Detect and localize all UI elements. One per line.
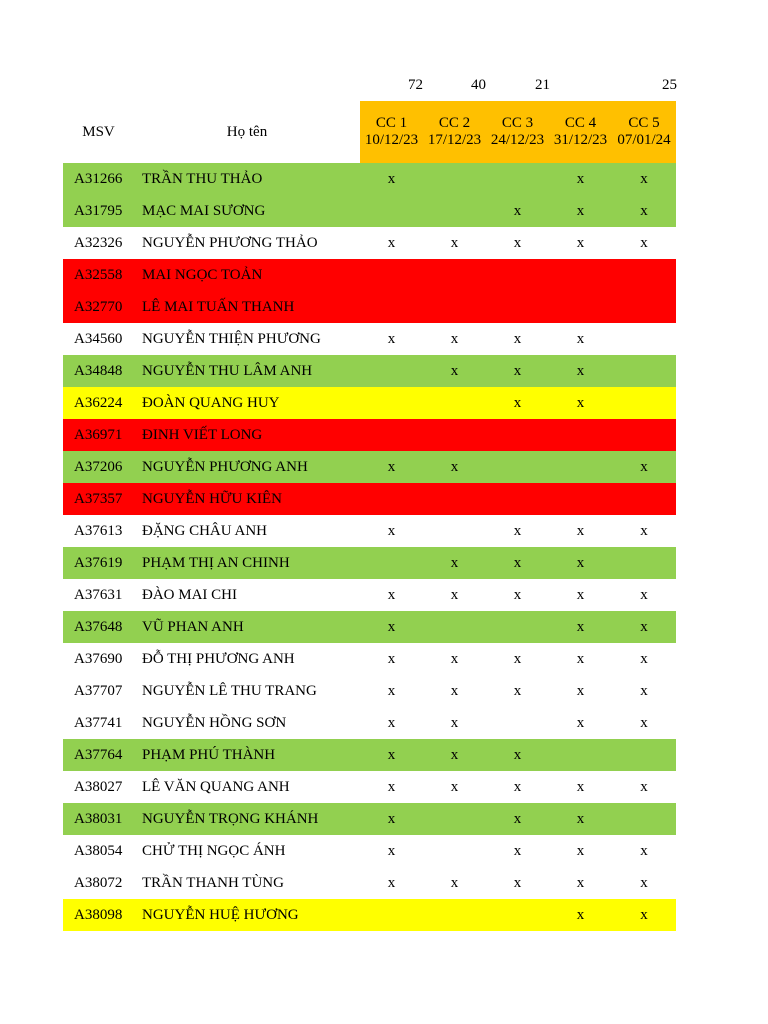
cell-attendance-cc5[interactable]: x [612,451,676,483]
cell-attendance-cc5[interactable]: x [612,611,676,643]
table-row [63,739,676,771]
cell-name[interactable]: ĐOÀN QUANG HUY [134,387,360,419]
cell-attendance-cc2[interactable]: x [423,451,486,483]
cell-name[interactable]: MAI NGỌC TOẢN [134,259,360,291]
cell-attendance-cc2[interactable] [423,291,486,323]
cell-msv[interactable]: A37357 [63,483,134,515]
cell-attendance-cc2[interactable] [423,803,486,835]
header-session-1 [360,101,423,163]
session-label: CC 2 [438,115,471,131]
cell-msv[interactable]: A37707 [63,675,134,707]
table-row [63,547,676,579]
cell-attendance-cc1[interactable] [360,387,423,419]
cell-msv[interactable]: A32558 [63,259,134,291]
cell-msv[interactable]: A36224 [63,387,134,419]
cell-attendance-cc4[interactable]: x [549,867,612,899]
cell-msv[interactable]: A37619 [63,547,134,579]
cell-attendance-cc2[interactable]: x [423,739,486,771]
cell-attendance-cc3[interactable]: x [486,547,549,579]
cell-attendance-cc3[interactable]: x [486,515,549,547]
cell-name[interactable]: NGUYỄN THIỆN PHƯƠNG [134,323,360,355]
cell-attendance-cc1[interactable]: x [360,579,423,611]
cell-attendance-cc3[interactable]: x [486,835,549,867]
cell-attendance-cc5[interactable] [612,355,676,387]
cell-attendance-cc2[interactable] [423,259,486,291]
header-session-5 [612,101,676,163]
table-row [63,291,676,323]
cell-msv[interactable]: A34560 [63,323,134,355]
cell-attendance-cc4[interactable] [549,419,612,451]
cell-attendance-cc3[interactable]: x [486,771,549,803]
table-row [63,899,676,931]
header-session-4 [549,101,612,163]
cell-attendance-cc4[interactable]: x [549,323,612,355]
table-row [63,163,676,195]
cell-attendance-cc1[interactable]: x [360,227,423,259]
cell-msv[interactable]: A38027 [63,771,134,803]
cell-attendance-cc3[interactable]: x [486,227,549,259]
cell-attendance-cc3[interactable]: x [486,643,549,675]
cell-attendance-cc5[interactable]: x [612,707,676,739]
cell-name[interactable]: LÊ VĂN QUANG ANH [134,771,360,803]
cell-attendance-cc2[interactable] [423,483,486,515]
count-cc5: 25 [662,77,677,93]
session-date: 24/12/23 [490,132,545,148]
cell-name[interactable]: ĐINH VIẾT LONG [134,419,360,451]
table-row [63,515,676,547]
table-row [63,579,676,611]
cell-attendance-cc3[interactable]: x [486,803,549,835]
cell-attendance-cc4[interactable] [549,291,612,323]
cell-attendance-cc1[interactable]: x [360,867,423,899]
cell-name[interactable]: NGUYỄN HỮU KIÊN [134,483,360,515]
cell-attendance-cc5[interactable]: x [612,867,676,899]
cell-attendance-cc4[interactable]: x [549,227,612,259]
cell-attendance-cc2[interactable]: x [423,867,486,899]
cell-attendance-cc5[interactable]: x [612,195,676,227]
table-row [63,323,676,355]
cell-attendance-cc2[interactable] [423,195,486,227]
cell-attendance-cc3[interactable]: x [486,675,549,707]
header-row [63,101,676,163]
table-row [63,803,676,835]
cell-attendance-cc3[interactable] [486,451,549,483]
cell-attendance-cc1[interactable] [360,899,423,931]
cell-name[interactable]: NGUYỄN HUỆ HƯƠNG [134,899,360,931]
cell-attendance-cc4[interactable]: x [549,643,612,675]
table-row [63,259,676,291]
cell-attendance-cc2[interactable]: x [423,707,486,739]
cell-attendance-cc4[interactable]: x [549,771,612,803]
cell-attendance-cc1[interactable]: x [360,643,423,675]
cell-name[interactable]: NGUYỄN THU LÂM ANH [134,355,360,387]
cell-attendance-cc1[interactable]: x [360,771,423,803]
cell-name[interactable]: NGUYỄN TRỌNG KHÁNH [134,803,360,835]
cell-attendance-cc5[interactable]: x [612,835,676,867]
cell-attendance-cc4[interactable] [549,259,612,291]
cell-attendance-cc1[interactable]: x [360,515,423,547]
cell-name[interactable]: ĐỖ THỊ PHƯƠNG ANH [134,643,360,675]
cell-attendance-cc4[interactable]: x [549,547,612,579]
cell-attendance-cc4[interactable]: x [549,675,612,707]
cell-attendance-cc3[interactable]: x [486,323,549,355]
session-label: CC 5 [628,115,660,131]
cell-msv[interactable]: A37690 [63,643,134,675]
cell-attendance-cc3[interactable]: x [486,387,549,419]
header-session-3 [486,101,549,163]
cell-attendance-cc1[interactable] [360,259,423,291]
cell-name[interactable]: TRẦN THU THẢO [134,163,360,195]
cell-msv[interactable]: A32770 [63,291,134,323]
session-date: 07/01/24 [617,132,671,148]
cell-name[interactable]: NGUYỄN LÊ THU TRANG [134,675,360,707]
header-name: Họ tên [226,123,268,140]
cell-attendance-cc5[interactable] [612,323,676,355]
table-row [63,771,676,803]
table-row [63,227,676,259]
cell-attendance-cc1[interactable] [360,547,423,579]
cell-attendance-cc5[interactable]: x [612,899,676,931]
cell-msv[interactable]: A37613 [63,515,134,547]
cell-attendance-cc1[interactable] [360,195,423,227]
cell-msv[interactable]: A37648 [63,611,134,643]
cell-attendance-cc3[interactable]: x [486,867,549,899]
cell-attendance-cc1[interactable]: x [360,163,423,195]
cell-attendance-cc2[interactable]: x [423,355,486,387]
cell-attendance-cc4[interactable]: x [549,707,612,739]
cell-attendance-cc4[interactable]: x [549,803,612,835]
cell-attendance-cc5[interactable]: x [612,643,676,675]
cell-attendance-cc2[interactable] [423,835,486,867]
cell-attendance-cc5[interactable] [612,803,676,835]
cell-name[interactable]: ĐẶNG CHÂU ANH [134,515,360,547]
cell-msv[interactable]: A38098 [63,899,134,931]
table-row [63,483,676,515]
cell-attendance-cc5[interactable]: x [612,515,676,547]
cell-attendance-cc2[interactable]: x [423,643,486,675]
cell-attendance-cc3[interactable] [486,707,549,739]
cell-msv[interactable]: A32326 [63,227,134,259]
cell-msv[interactable]: A31266 [63,163,134,195]
cell-attendance-cc4[interactable] [549,451,612,483]
cell-attendance-cc2[interactable]: x [423,323,486,355]
session-label: CC 4 [564,115,597,131]
cell-attendance-cc4[interactable]: x [549,579,612,611]
cell-attendance-cc2[interactable] [423,163,486,195]
cell-attendance-cc5[interactable]: x [612,163,676,195]
cell-attendance-cc4[interactable]: x [549,899,612,931]
cell-name[interactable]: PHẠM PHÚ THÀNH [134,739,360,771]
cell-attendance-cc3[interactable] [486,483,549,515]
table-row [63,611,676,643]
table-row [63,643,676,675]
cell-msv[interactable]: A36971 [63,419,134,451]
cell-attendance-cc2[interactable]: x [423,579,486,611]
cell-attendance-cc2[interactable]: x [423,675,486,707]
table-row [63,835,676,867]
cell-attendance-cc5[interactable] [612,739,676,771]
cell-name[interactable]: MẠC MAI SƯƠNG [134,195,360,227]
cell-attendance-cc5[interactable] [612,387,676,419]
cell-attendance-cc1[interactable]: x [360,675,423,707]
cell-msv[interactable]: A37631 [63,579,134,611]
cell-attendance-cc5[interactable] [612,291,676,323]
cell-name[interactable]: ĐÀO MAI CHI [134,579,360,611]
cell-attendance-cc2[interactable] [423,515,486,547]
count-cc3: 21 [535,77,550,93]
cell-msv[interactable]: A31795 [63,195,134,227]
cell-attendance-cc4[interactable]: x [549,515,612,547]
cell-attendance-cc1[interactable] [360,355,423,387]
cell-attendance-cc3[interactable]: x [486,355,549,387]
table-row [63,387,676,419]
cell-attendance-cc5[interactable]: x [612,771,676,803]
cell-name[interactable]: VŨ PHAN ANH [134,611,360,643]
cell-attendance-cc1[interactable]: x [360,739,423,771]
cell-msv[interactable]: A34848 [63,355,134,387]
table-row [63,419,676,451]
table-row [63,355,676,387]
cell-attendance-cc3[interactable]: x [486,195,549,227]
cell-name[interactable]: CHỬ THỊ NGỌC ÁNH [134,835,360,867]
cell-attendance-cc5[interactable] [612,483,676,515]
cell-attendance-cc5[interactable]: x [612,227,676,259]
cell-attendance-cc5[interactable] [612,419,676,451]
cell-attendance-cc1[interactable]: x [360,451,423,483]
header-msv: MSV [82,123,115,140]
cell-msv[interactable]: A38072 [63,867,134,899]
table-body [63,163,676,931]
cell-attendance-cc3[interactable] [486,419,549,451]
cell-name[interactable]: NGUYỄN HỒNG SƠN [134,707,360,739]
cell-attendance-cc3[interactable]: x [486,579,549,611]
cell-attendance-cc4[interactable]: x [549,355,612,387]
cell-attendance-cc3[interactable] [486,259,549,291]
table-row [63,675,676,707]
cell-attendance-cc2[interactable] [423,387,486,419]
cell-attendance-cc1[interactable]: x [360,611,423,643]
header-session-2 [423,101,486,163]
cell-attendance-cc4[interactable]: x [549,163,612,195]
cell-attendance-cc3[interactable] [486,291,549,323]
cell-msv[interactable]: A37741 [63,707,134,739]
cell-attendance-cc4[interactable]: x [549,387,612,419]
cell-attendance-cc1[interactable] [360,419,423,451]
cell-attendance-cc5[interactable]: x [612,675,676,707]
table-row [63,707,676,739]
cell-attendance-cc1[interactable]: x [360,835,423,867]
cell-attendance-cc3[interactable] [486,611,549,643]
session-date: 10/12/23 [364,132,419,148]
table-row [63,867,676,899]
cell-attendance-cc2[interactable] [423,611,486,643]
cell-name[interactable]: TRẦN THANH TÙNG [134,867,360,899]
cell-name[interactable]: NGUYỄN PHƯƠNG ANH [134,451,360,483]
attendance-count-row [360,72,678,100]
cell-attendance-cc4[interactable] [549,483,612,515]
cell-msv[interactable]: A38054 [63,835,134,867]
session-label: CC 3 [501,115,534,131]
session-label: CC 1 [375,115,408,131]
cell-msv[interactable]: A37764 [63,739,134,771]
cell-attendance-cc3[interactable] [486,899,549,931]
cell-name[interactable]: PHẠM THỊ AN CHINH [134,547,360,579]
cell-attendance-cc5[interactable]: x [612,579,676,611]
cell-attendance-cc2[interactable]: x [423,771,486,803]
cell-attendance-cc5[interactable] [612,259,676,291]
cell-attendance-cc1[interactable]: x [360,803,423,835]
cell-name[interactable]: LÊ MAI TUẤN THANH [134,291,360,323]
cell-msv[interactable]: A38031 [63,803,134,835]
table-row [63,195,676,227]
cell-name[interactable]: NGUYỄN PHƯƠNG THẢO [134,227,360,259]
cell-msv[interactable]: A37206 [63,451,134,483]
count-cc2: 40 [471,77,486,93]
cell-attendance-cc1[interactable] [360,291,423,323]
cell-attendance-cc1[interactable] [360,483,423,515]
cell-attendance-cc5[interactable] [612,547,676,579]
count-cc1: 72 [408,77,423,93]
cell-attendance-cc3[interactable]: x [486,739,549,771]
cell-attendance-cc2[interactable]: x [423,547,486,579]
cell-attendance-cc3[interactable] [486,163,549,195]
cell-attendance-cc4[interactable]: x [549,611,612,643]
table-row [63,451,676,483]
cell-attendance-cc2[interactable] [423,419,486,451]
cell-attendance-cc4[interactable]: x [549,835,612,867]
cell-attendance-cc4[interactable]: x [549,195,612,227]
cell-attendance-cc2[interactable]: x [423,227,486,259]
cell-attendance-cc1[interactable]: x [360,323,423,355]
cell-attendance-cc2[interactable] [423,899,486,931]
attendance-table [63,101,676,931]
session-date: 31/12/23 [553,132,608,148]
session-date: 17/12/23 [427,132,482,148]
cell-attendance-cc4[interactable] [549,739,612,771]
cell-attendance-cc1[interactable]: x [360,707,423,739]
